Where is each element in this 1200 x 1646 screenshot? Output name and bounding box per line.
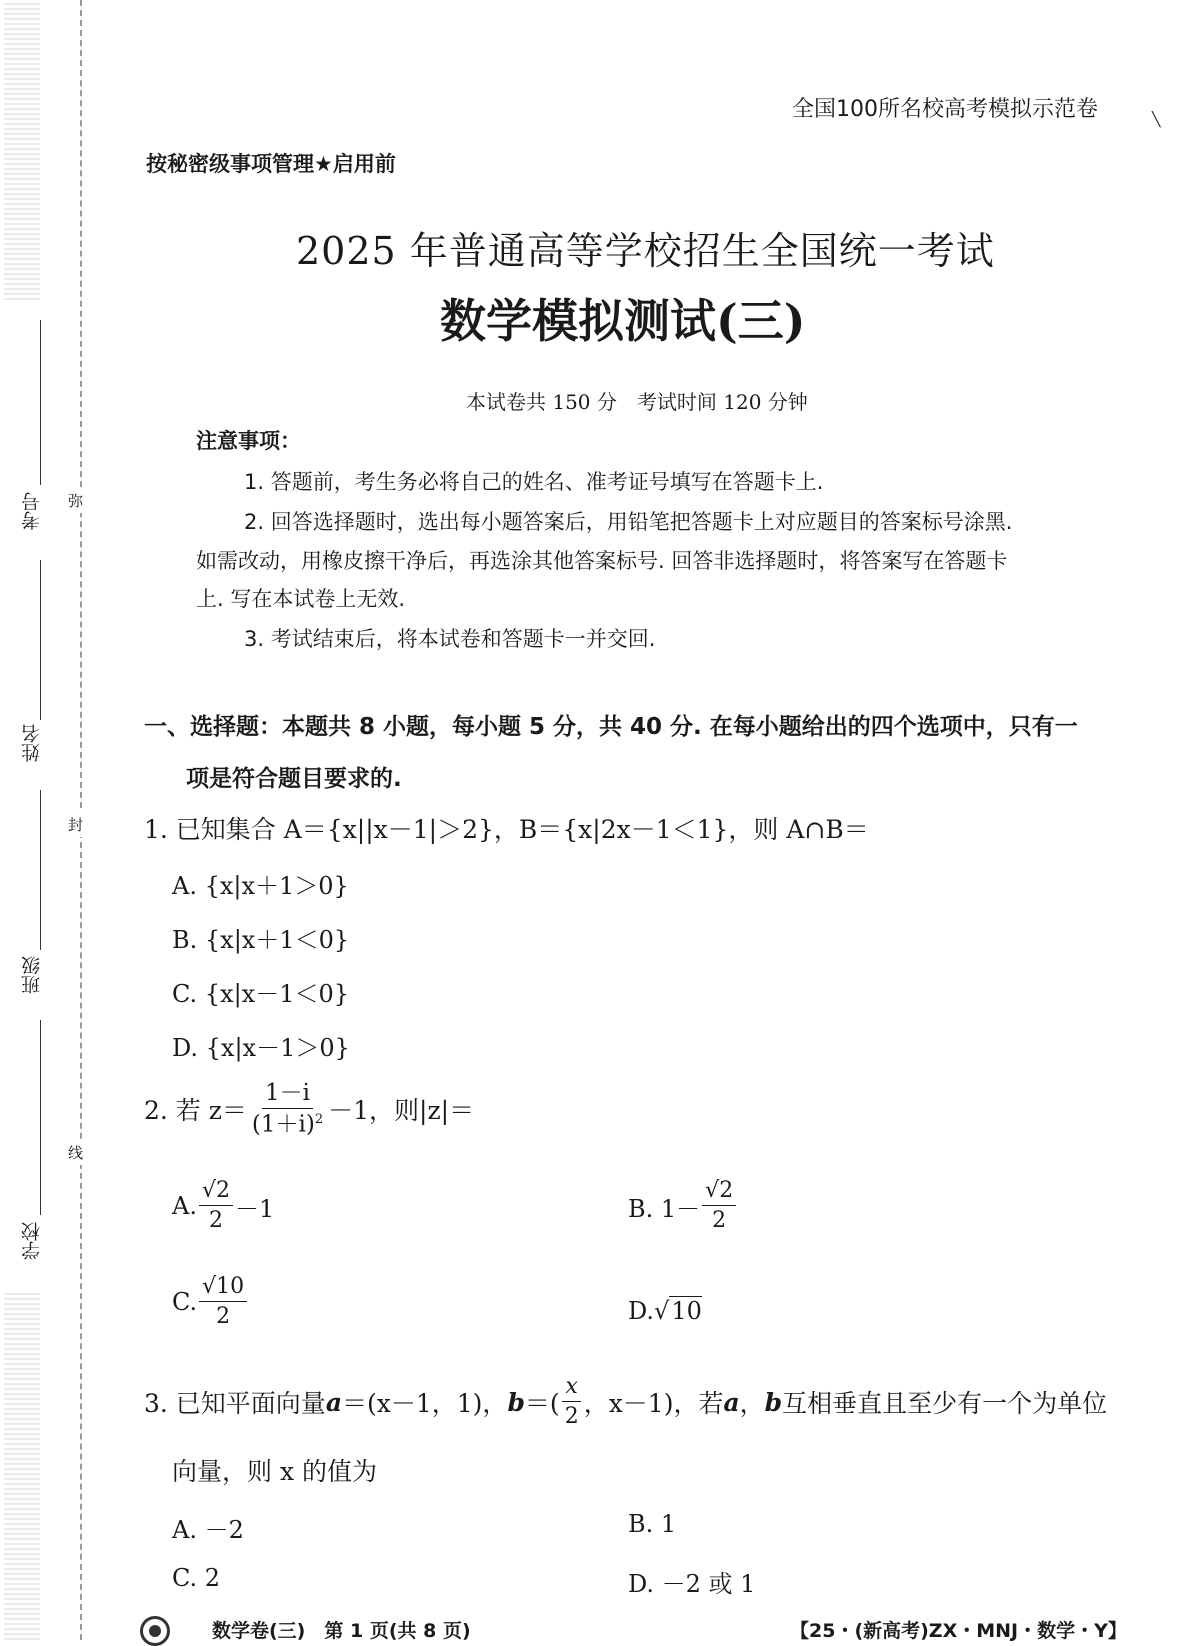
score-time-line: 本试卷共 150 分 考试时间 120 分钟: [466, 390, 808, 414]
q2-frac-numerator: 1－i: [262, 1082, 313, 1109]
q3-option-d: D. －2 或 1: [628, 1570, 756, 1598]
name-label: 姓名: [21, 724, 43, 762]
seal-char-xian: 线: [68, 1140, 83, 1165]
q2-den-base: (1＋i): [251, 1111, 315, 1138]
q3-text: ，x－1)，若: [583, 1389, 724, 1418]
vector-b: b: [764, 1387, 783, 1417]
footer-page-info: 数学卷(三) 第 1 页(共 8 页): [212, 1620, 471, 1642]
option-label: D.: [628, 1297, 655, 1325]
vector-b: b: [507, 1387, 525, 1417]
q2-prefix: 2. 若 z＝: [144, 1096, 247, 1126]
q2-option-d: [628, 1297, 702, 1325]
frac-numerator: √10: [199, 1276, 247, 1302]
frac-denominator: 2: [564, 1404, 579, 1429]
frac-denominator: 2: [216, 1304, 231, 1329]
option-label: B. 1－: [628, 1194, 701, 1223]
scan-speckle: [4, 0, 40, 300]
classification-label: 按秘密级事项管理★启用前: [146, 152, 396, 176]
vector-a: a: [325, 1387, 343, 1417]
class-label: 班级: [21, 956, 43, 994]
q3-option-c: C. 2: [172, 1564, 221, 1592]
name-blank: [40, 560, 41, 720]
q1-option-a: A. {x|x＋1＞0}: [172, 872, 349, 900]
frac-numerator: √2: [199, 1180, 233, 1206]
q3-text: ＝(: [524, 1389, 560, 1418]
q1-option-b: B. {x|x＋1＜0}: [172, 926, 350, 954]
exam-title: 2025 年普通高等学校招生全国统一考试: [296, 229, 995, 273]
q3-text: ＝(x－1，1)，: [342, 1389, 508, 1418]
scan-speckle: [4, 1290, 40, 1640]
q2-frac-denominator: [249, 1109, 326, 1137]
option-label: C.: [172, 1288, 198, 1316]
radical-sign: √: [654, 1297, 670, 1325]
q2-option-b: [628, 1180, 738, 1232]
notice-item: 1. 答题前，考生务必将自己的姓名、准考证号填写在答题卡上.: [244, 470, 824, 494]
q3-fraction: [562, 1376, 582, 1428]
q2-c-fraction: [199, 1276, 247, 1328]
question-2-stem: [144, 1082, 474, 1137]
series-label: 全国100所名校高考模拟示范卷: [792, 97, 1098, 122]
q2-suffix: －1，则|z|＝: [328, 1096, 475, 1126]
question-1-stem: 1. 已知集合 A＝{x||x－1|＞2}，B＝{x|2x－1＜1}，则 A∩B＝: [144, 815, 869, 844]
radicand: 10: [671, 1297, 702, 1325]
q1-option-d: D. {x|x－1＞0}: [172, 1034, 350, 1062]
frac-denominator: 2: [208, 1208, 223, 1233]
q3-option-a: A. －2: [172, 1516, 244, 1544]
seal-char-mi: 弥: [68, 488, 83, 513]
section-heading-cont: 项是符合题目要求的.: [186, 766, 402, 792]
notice-item: 如需改动，用橡皮擦干净后，再选涂其他答案标号. 回答非选择题时，将答案写在答题卡: [196, 549, 1008, 573]
question-3-stem: [144, 1376, 1107, 1428]
notice-item: 3. 考试结束后，将本试卷和答题卡一并交回.: [244, 627, 656, 651]
q2-fraction: [249, 1082, 326, 1137]
q2-a-fraction: [199, 1180, 233, 1232]
school-label: 学校: [21, 1222, 43, 1260]
q3-text: ，: [739, 1389, 765, 1418]
frac-denominator: 2: [712, 1208, 727, 1233]
footer-logo-dot: [149, 1625, 161, 1637]
notice-title: 注意事项：: [196, 429, 301, 453]
subject-title: 数学模拟测试(三): [440, 294, 806, 348]
q3-text: 互相垂直且至少有一个为单位: [782, 1389, 1108, 1418]
q1-option-c: C. {x|x－1＜0}: [172, 980, 349, 1008]
q2-b-fraction: [702, 1180, 736, 1232]
vector-a: a: [723, 1387, 740, 1417]
q2-option-a: [172, 1180, 274, 1232]
q3-text: 3. 已知平面向量: [144, 1389, 326, 1418]
notice-item: 2. 回答选择题时，选出每小题答案后，用铅笔把答题卡上对应题目的答案标号涂黑.: [244, 510, 1013, 534]
option-label: A.: [172, 1192, 197, 1220]
q3-option-b: B. 1: [628, 1510, 677, 1538]
corner-mark: ╲: [1152, 112, 1161, 128]
class-blank: [40, 790, 41, 950]
notice-item: 上. 写在本试卷上无效.: [196, 587, 406, 611]
question-3-stem-cont: 向量，则 x 的值为: [172, 1457, 377, 1486]
q2-option-c: [172, 1276, 249, 1328]
footer-logo-icon: [140, 1616, 170, 1646]
exam-number-label: 考号: [21, 492, 43, 530]
footer-code: 【25・(新高考)ZX・MNJ・数学・Y】: [790, 1620, 1127, 1642]
frac-numerator: x: [562, 1376, 580, 1402]
frac-numerator: √2: [702, 1180, 736, 1206]
school-blank: [40, 1020, 41, 1215]
q2-den-exponent: 2: [314, 1112, 324, 1127]
exam-number-blank: [40, 320, 41, 485]
section-heading: 一、选择题：本题共 8 小题，每小题 5 分，共 40 分. 在每小题给出的四个选项中，只有一: [144, 714, 1078, 740]
option-suffix: －1: [234, 1194, 275, 1223]
seal-char-feng: 封: [68, 812, 83, 837]
